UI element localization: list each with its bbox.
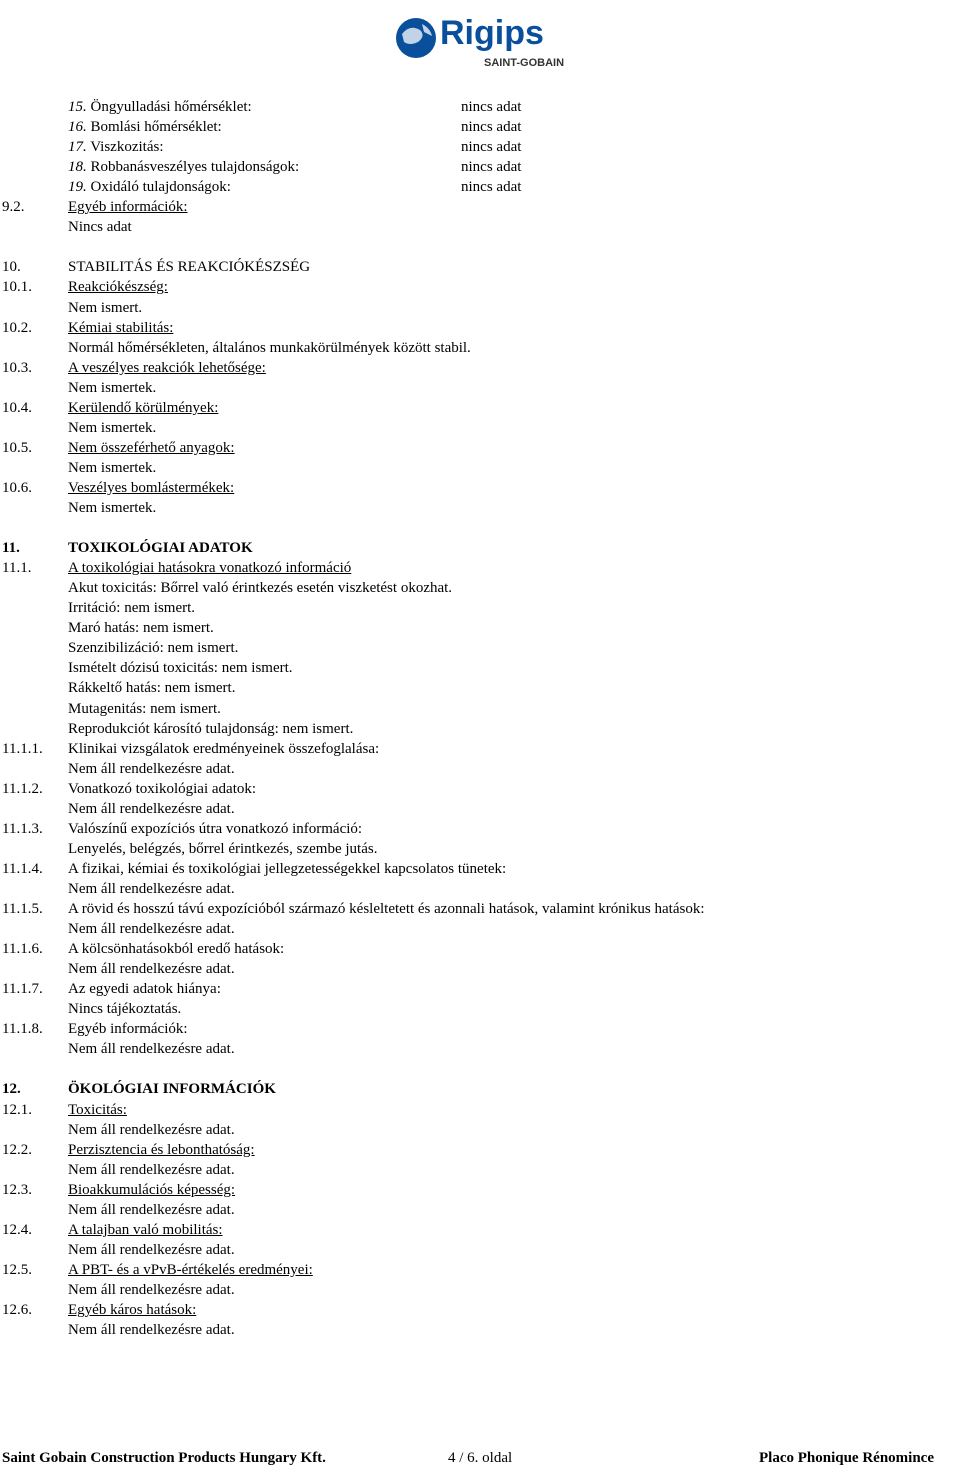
section-text: Nem áll rendelkezésre adat. bbox=[68, 961, 235, 978]
section-number: 11.1.3. bbox=[2, 820, 43, 837]
property-number: 16. bbox=[68, 119, 87, 136]
section-number: 12.3. bbox=[2, 1181, 32, 1198]
section-number: 12.5. bbox=[2, 1261, 32, 1278]
property-label-text: Öngyulladási hőmérséklet: bbox=[90, 99, 252, 115]
section-text: Nem ismertek. bbox=[68, 459, 157, 476]
section-text: Nincs adat bbox=[68, 219, 132, 236]
section-text: Mutagenitás: nem ismert. bbox=[68, 700, 221, 717]
section-title: STABILITÁS ÉS REAKCIÓKÉSZSÉG bbox=[68, 259, 311, 276]
header-prepared-date: Elkészítés időpontja: 2011. szeptember 15. bbox=[8, 11, 283, 28]
section-title: Klinikai vizsgálatok eredményeinek összefoglalása: bbox=[68, 740, 380, 757]
section-text: Normál hőmérsékleten, általános munkakörülmények között stabil. bbox=[68, 339, 471, 356]
section-number: 11.1.4. bbox=[2, 860, 43, 877]
property-label-text: Oxidáló tulajdonságok: bbox=[90, 179, 231, 196]
property-label-text: Viszkozitás: bbox=[90, 139, 164, 156]
section-title: Reakciókészség: bbox=[68, 279, 168, 296]
section-text: Nem áll rendelkezésre adat. bbox=[68, 1041, 235, 1058]
section-number: 10.3. bbox=[2, 359, 32, 376]
section-title: Nem összeférhető anyagok: bbox=[68, 439, 235, 456]
section-text: Irritáció: nem ismert. bbox=[68, 600, 196, 617]
section-title: Bioakkumulációs képesség: bbox=[68, 1181, 236, 1198]
section-title: A PBT- és a vPvB-értékelés eredményei: bbox=[68, 1261, 313, 1278]
section-text: Nem ismertek. bbox=[68, 379, 157, 396]
section-number: 10.5. bbox=[2, 439, 32, 456]
property-label-text: Robbanásveszélyes tulajdonságok: bbox=[90, 159, 300, 176]
section-number: 11. bbox=[2, 540, 20, 557]
section-text: Akut toxicitás: Bőrrel való érintkezés esetén viszketést okozhat. bbox=[68, 580, 453, 597]
property-label bbox=[68, 138, 163, 156]
section-number: 11.1. bbox=[2, 560, 32, 577]
section-title: A fizikai, kémiai és toxikológiai jellegzetességekkel kapcsolatos tünetek: bbox=[68, 860, 507, 877]
section-number: 11.1.6. bbox=[2, 941, 43, 958]
section-text: Nem áll rendelkezésre adat. bbox=[68, 921, 235, 938]
property-label bbox=[68, 158, 299, 176]
section-title: Egyéb információk: bbox=[68, 1021, 188, 1038]
section-text: Nem ismertek. bbox=[68, 500, 157, 516]
property-number: 18. bbox=[68, 159, 87, 176]
section-text: Nem áll rendelkezésre adat. bbox=[68, 760, 235, 777]
header-version: Verziószám: 1 bbox=[8, 51, 100, 68]
section-text: Nincs tájékoztatás. bbox=[68, 1001, 182, 1018]
property-value: nincs adat bbox=[461, 119, 522, 136]
property-label bbox=[68, 98, 252, 116]
section-text: Nem ismert. bbox=[68, 299, 143, 316]
section-number: 11.1.2. bbox=[2, 780, 43, 797]
footer-product: Placo Phonique Rénomince bbox=[759, 1450, 934, 1466]
property-value: nincs adat bbox=[461, 179, 522, 196]
section-number: 9.2. bbox=[2, 199, 25, 216]
section-title: Veszélyes bomlástermékek: bbox=[68, 479, 235, 496]
section-title: Az egyedi adatok hiánya: bbox=[68, 981, 221, 998]
section-number: 11.1.8. bbox=[2, 1021, 43, 1038]
page-header bbox=[0, 0, 960, 78]
section-title: A kölcsönhatásokból eredő hatások: bbox=[68, 941, 285, 958]
section-text: Nem áll rendelkezésre adat. bbox=[68, 1281, 235, 1298]
property-label bbox=[68, 118, 222, 136]
section-text: Rákkeltő hatás: nem ismert. bbox=[68, 680, 236, 697]
section-title: A veszélyes reakciók lehetősége: bbox=[68, 359, 266, 376]
header-revision-date: Felülvizsgálat időpontja: - bbox=[8, 31, 176, 48]
section-text: Ismételt dózisú toxicitás: nem ismert. bbox=[68, 660, 293, 677]
section-number: 12.2. bbox=[2, 1141, 32, 1158]
section-text: Maró hatás: nem ismert. bbox=[68, 620, 214, 637]
section-title: Toxicitás: bbox=[68, 1101, 127, 1118]
section-number: 10.2. bbox=[2, 319, 32, 336]
section-number: 12.1. bbox=[2, 1101, 32, 1118]
property-number: 19. bbox=[68, 179, 87, 196]
section-text: Nem áll rendelkezésre adat. bbox=[68, 800, 235, 817]
property-value: nincs adat bbox=[461, 139, 522, 156]
section-title: Egyéb információk: bbox=[68, 199, 188, 216]
section-number: 10.4. bbox=[2, 399, 32, 416]
section-text: Nem áll rendelkezésre adat. bbox=[68, 880, 235, 897]
section-number: 11.1.5. bbox=[2, 901, 43, 917]
footer-page-number: 4 / 6. oldal bbox=[448, 1450, 513, 1466]
rigips-logo bbox=[392, 2, 572, 72]
section-title: A talajban való mobilitás: bbox=[68, 1221, 223, 1238]
section-title: A toxikológiai hatásokra vonatkozó információ bbox=[68, 560, 352, 577]
section-text: Nem áll rendelkezésre adat. bbox=[68, 1201, 235, 1218]
section-text: Nem áll rendelkezésre adat. bbox=[68, 1322, 235, 1339]
property-value: nincs adat bbox=[461, 99, 522, 115]
section-number: 12.4. bbox=[2, 1221, 32, 1238]
logo-sub-text: SAINT-GOBAIN bbox=[484, 57, 565, 69]
footer-company: Saint Gobain Construction Products Hungary Kft. bbox=[2, 1450, 326, 1466]
section-title: Kémiai stabilitás: bbox=[68, 319, 174, 336]
header-url: http://www.biztonsagiadatlap.hu bbox=[763, 30, 958, 46]
section-text: Szenzibilizáció: nem ismert. bbox=[68, 640, 239, 657]
section-title: A rövid és hosszú távú expozícióból származó késleltetett és azonnali hatások, valamint krónikus hatások: bbox=[68, 901, 705, 917]
section-number: 10. bbox=[2, 259, 21, 276]
section-text: Reprodukciót károsító tulajdonság: nem ismert. bbox=[68, 720, 354, 737]
property-number: 15. bbox=[68, 99, 87, 115]
header-info bbox=[8, 10, 282, 70]
section-text: Nem áll rendelkezésre adat. bbox=[68, 1121, 235, 1138]
section-number: 11.1.7. bbox=[2, 981, 43, 998]
section-number: 11.1.1. bbox=[2, 740, 43, 757]
section-title: TOXIKOLÓGIAI ADATOK bbox=[68, 540, 253, 557]
section-number: 10.1. bbox=[2, 279, 32, 296]
section-text: Lenyelés, belégzés, bőrrel érintkezés, szembe jutás. bbox=[68, 840, 378, 857]
section-number: 12. bbox=[2, 1081, 21, 1098]
section-text: Nem áll rendelkezésre adat. bbox=[68, 1161, 235, 1178]
section-title: Vonatkozó toxikológiai adatok: bbox=[68, 780, 257, 797]
section-title: Egyéb káros hatások: bbox=[68, 1302, 197, 1318]
section-title: ÖKOLÓGIAI INFORMÁCIÓK bbox=[68, 1081, 276, 1098]
section-number: 10.6. bbox=[2, 479, 32, 496]
section-title: Perzisztencia és lebonthatóság: bbox=[68, 1141, 255, 1158]
logo-brand-text: Rigips bbox=[440, 14, 544, 52]
section-title: Kerülendő körülmények: bbox=[68, 399, 219, 416]
section-text: Nem ismertek. bbox=[68, 419, 157, 436]
section-text: Nem áll rendelkezésre adat. bbox=[68, 1241, 235, 1258]
property-label bbox=[68, 178, 231, 196]
property-number: 17. bbox=[68, 139, 87, 156]
section-title: Valószínű expozíciós útra vonatkozó információ: bbox=[68, 820, 363, 837]
property-label-text: Bomlási hőmérséklet: bbox=[90, 119, 222, 136]
property-value: nincs adat bbox=[461, 159, 522, 176]
section-number: 12.6. bbox=[2, 1302, 32, 1318]
